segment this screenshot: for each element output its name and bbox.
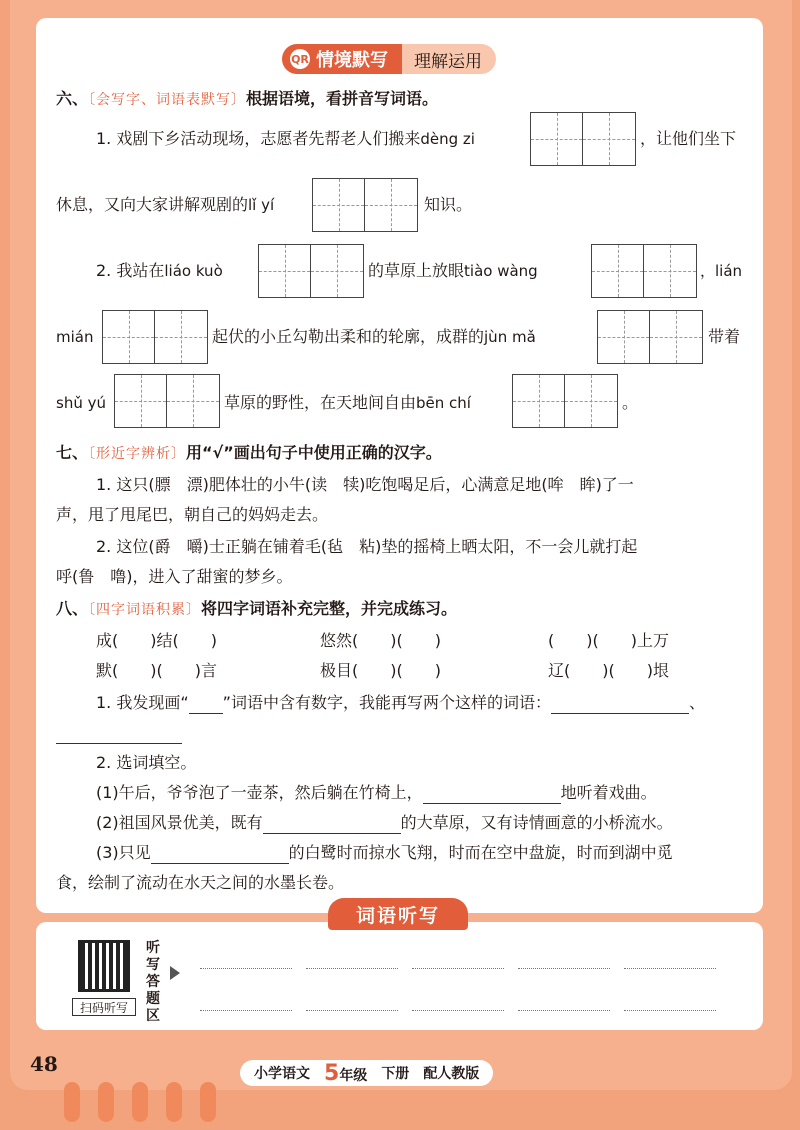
s6-q1-line2-end: 知识。 bbox=[424, 195, 473, 214]
answer-area-label: 听写答题区 bbox=[146, 940, 160, 1024]
s6-q2-line3c: 。 bbox=[622, 393, 639, 412]
footer-edition: 配人教版 bbox=[423, 1066, 480, 1082]
section-8-heading: 八、〔四字词语积累〕将四字词语补充完整，并完成练习。 bbox=[56, 599, 458, 618]
s7-q1-line1: 1. 这只(膘 漂)肥体壮的小牛(读 犊)吃饱喝足后，心满意足地(哞 眸)了一 bbox=[96, 475, 634, 494]
page-number: 48 bbox=[30, 1052, 58, 1076]
binding-ring-icon bbox=[64, 1082, 80, 1122]
section-6-heading: 六、〔会写字、词语表默写〕根据语境，看拼音写词语。 bbox=[56, 89, 439, 108]
s8-s1: (1)午后，爷爷泡了一壶茶，然后躺在竹椅上， 地听着戏曲。 bbox=[96, 783, 657, 802]
idiom-1: 成( )结( ) bbox=[96, 631, 217, 650]
dictation-line[interactable] bbox=[624, 1010, 716, 1011]
dictation-line[interactable] bbox=[200, 968, 292, 969]
s7-q1-line2: 声，甩了甩尾巴，朝自己的妈妈走去。 bbox=[56, 505, 329, 524]
dictation-line[interactable] bbox=[518, 1010, 610, 1011]
footer-band bbox=[240, 1060, 493, 1086]
s8-s3-line2: 食，绘制了流动在水天之间的水墨长卷。 bbox=[56, 873, 345, 892]
s8-p1-line2 bbox=[56, 722, 182, 744]
tianzige-lianmian[interactable] bbox=[102, 310, 208, 364]
s8-s3-line1: (3)只见 的白鹭时而掠水飞翔，时而在空中盘旋，时而到湖中觅 bbox=[96, 843, 673, 862]
s6-q2-line1c: ，lián bbox=[700, 262, 743, 280]
binding-ring-icon bbox=[132, 1082, 148, 1122]
qr-badge-icon: QR bbox=[290, 49, 310, 69]
tianzige-tiaowang[interactable] bbox=[591, 244, 697, 298]
tianzige-shuyu[interactable] bbox=[114, 374, 220, 428]
binding-ring-icon bbox=[98, 1082, 114, 1122]
s6-q2-line3b: 草原的野性，在天地间自由bēn chí bbox=[224, 393, 471, 412]
s7-q2-line2: 呼(鲁 噜)，进入了甜蜜的梦乡。 bbox=[56, 567, 293, 586]
binding-ring-icon bbox=[200, 1082, 216, 1122]
section-header bbox=[282, 44, 496, 74]
s6-q2-line2a: mián bbox=[56, 328, 94, 346]
dictation-line[interactable] bbox=[306, 1010, 398, 1011]
s8-p2: 2. 选词填空。 bbox=[96, 753, 197, 772]
tianzige-liaokuo[interactable] bbox=[258, 244, 364, 298]
blank-fill-2[interactable] bbox=[263, 816, 401, 834]
idiom-3: ( )( )上万 bbox=[548, 631, 669, 650]
dictation-line[interactable] bbox=[624, 968, 716, 969]
dictation-line[interactable] bbox=[518, 968, 610, 969]
dictation-line[interactable] bbox=[412, 968, 504, 969]
footer-term: 下册 bbox=[381, 1066, 410, 1082]
dictation-line[interactable] bbox=[200, 1010, 292, 1011]
tianzige-dengzi[interactable] bbox=[530, 112, 636, 166]
worksheet-paper bbox=[36, 18, 763, 913]
blank-fill-1[interactable] bbox=[423, 786, 561, 804]
dictation-line[interactable] bbox=[412, 1010, 504, 1011]
section-7-heading: 七、〔形近字辨析〕用“√”画出句子中使用正确的汉字。 bbox=[56, 443, 442, 462]
s6-q2-line1b: 的草原上放眼tiào wàng bbox=[368, 261, 538, 280]
dictation-title: 词语听写 bbox=[328, 898, 468, 930]
idiom-2: 悠然( )( ) bbox=[320, 631, 441, 650]
footer-grade-suffix: 年级 bbox=[339, 1067, 368, 1084]
idiom-5: 极目( )( ) bbox=[320, 661, 441, 680]
s6-q1-line2: 休息，又向大家讲解观剧的lǐ yí bbox=[56, 195, 275, 214]
s6-q1-line1: 1. 戏剧下乡活动现场，志愿者先帮老人们搬来dèng zi bbox=[96, 129, 475, 148]
s6-q1-line1-end: ，让他们坐下 bbox=[640, 129, 737, 148]
blank-number-idiom-1[interactable] bbox=[551, 696, 689, 714]
s8-s2: (2)祖国风景优美，既有 的大草原，又有诗情画意的小桥流水。 bbox=[96, 813, 673, 832]
binding-rings bbox=[64, 1082, 216, 1122]
idiom-6: 辽( )( )垠 bbox=[548, 661, 669, 680]
blank-underlined-word[interactable] bbox=[189, 696, 223, 714]
s6-q2-line3a: shǔ yú bbox=[56, 394, 106, 412]
tianzige-liyi[interactable] bbox=[312, 178, 418, 232]
tianzige-benchi[interactable] bbox=[512, 374, 618, 428]
blank-fill-3[interactable] bbox=[151, 846, 289, 864]
s6-q2-line1a: 2. 我站在liáo kuò bbox=[96, 261, 223, 280]
blank-number-idiom-2[interactable] bbox=[56, 726, 182, 744]
s6-q2-line2c: 带着 bbox=[708, 327, 741, 346]
header-title: 情境默写 bbox=[316, 50, 388, 71]
dictation-line[interactable] bbox=[306, 968, 398, 969]
arrow-right-icon bbox=[170, 966, 180, 980]
header-subtitle: 理解运用 bbox=[402, 44, 496, 74]
scan-label: 扫码听写 bbox=[72, 998, 136, 1016]
s6-q2-line2b: 起伏的小丘勾勒出柔和的轮廓，成群的jùn mǎ bbox=[212, 327, 536, 346]
s7-q2-line1: 2. 这位(爵 嚼)士正躺在铺着毛(毡 粘)垫的摇椅上晒太阳，不一会儿就打起 bbox=[96, 537, 638, 556]
binding-ring-icon bbox=[166, 1082, 182, 1122]
s8-p1-line1: 1. 我发现画“ ”词语中含有数字，我能再写两个这样的词语： 、 bbox=[96, 693, 705, 712]
footer-subject: 小学语文 bbox=[254, 1066, 310, 1082]
footer-grade: 5 bbox=[324, 1060, 340, 1086]
qr-code-icon[interactable] bbox=[78, 940, 130, 992]
tianzige-junma[interactable] bbox=[597, 310, 703, 364]
idiom-4: 默( )( )言 bbox=[96, 661, 217, 680]
